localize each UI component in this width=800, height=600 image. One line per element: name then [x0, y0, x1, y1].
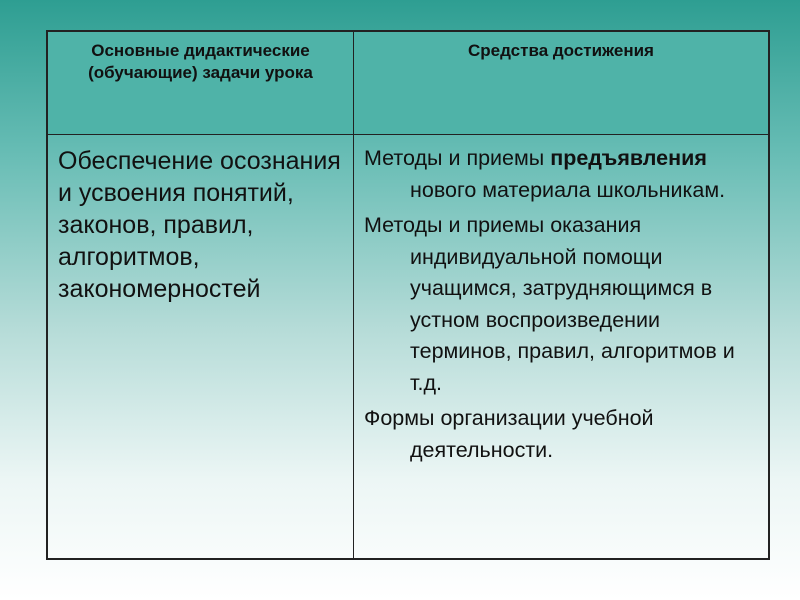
method-item-presentation: [364, 143, 760, 206]
method-item-individual-help: Методы и приемы оказания индивидуальной помощи учащимся, затрудняющимся в устном воспроизведении терминов, правил, алгоритмов и т.д.: [364, 213, 735, 395]
means-cell: [354, 135, 768, 558]
method-text-suffix: нового материала школьникам.: [410, 177, 726, 202]
method-text-bold: предъявления: [550, 146, 707, 170]
task-cell: Обеспечение осознания и усвоения понятий, законов, правил, алгоритмов, закономерностей: [48, 135, 354, 558]
method-text-prefix: Методы и приемы: [364, 146, 551, 170]
didactic-tasks-table: [46, 30, 770, 560]
method-item-organization-forms: Формы организации учебной деятельности.: [364, 406, 654, 462]
header-tasks: Основные дидактические (обучающие) задачи урока: [48, 32, 354, 135]
header-means: Средства достижения: [354, 32, 768, 135]
